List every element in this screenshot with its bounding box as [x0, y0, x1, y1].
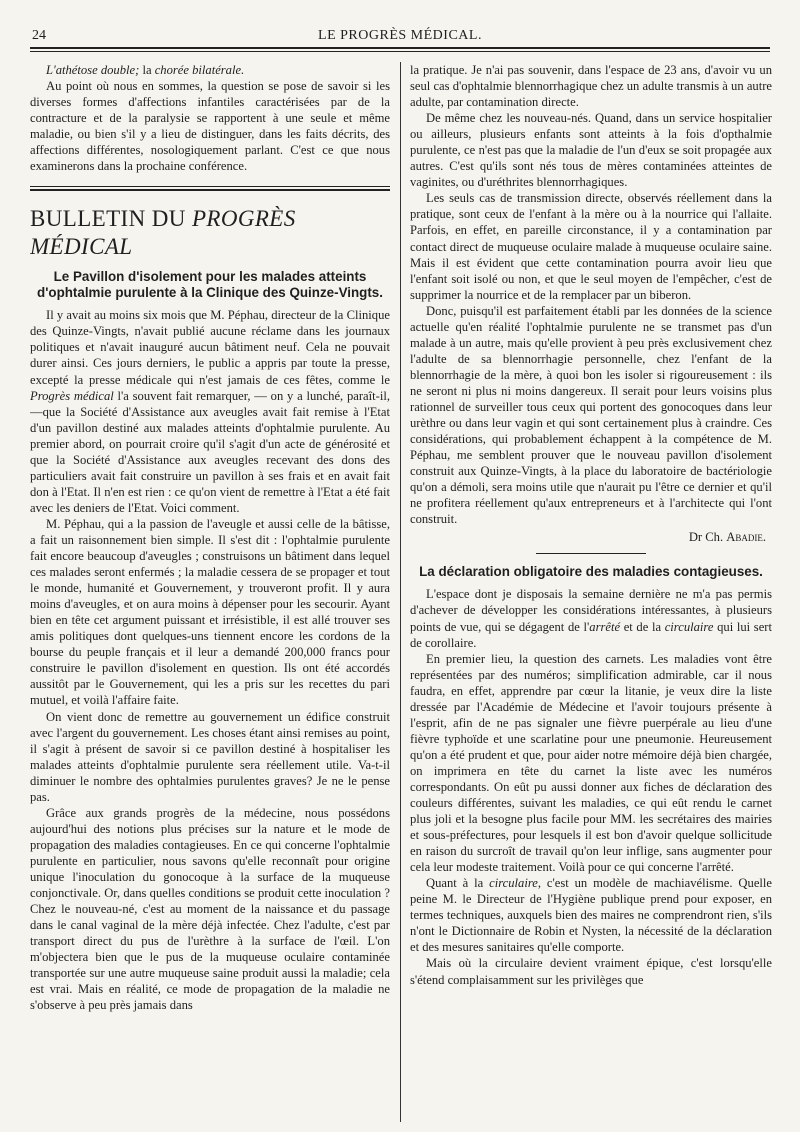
author-signature: Dr Ch. Abadie. — [688, 530, 766, 545]
article-paragraph: On vient donc de remettre au gouvernement un édifice construit avec l'argent du gouvernement. Les choses étant ainsi remises au point, il s'agit à présent de savoir si ce pavillon destiné à hospitaliser les malades atteints d'ophtalmie purulente sera réellement utile. Va-t-il diminuer le nombre des ophtalmies purulentes graves? Je ne le pense pas. — [30, 709, 390, 804]
page-header — [30, 28, 770, 48]
article-paragraph: la pratique. Je n'ai pas souvenir, dans l'espace de 23 ans, d'avoir vu un seul cas d'ophtalmie blennorrhagique chez un adulte transmis à un autre adulte, par contamination directe. — [410, 63, 772, 110]
article-paragraph: De même chez les nouveau-nés. Quand, dans un service hospitalier ou ailleurs, plusieurs enfants sont atteints à la fois d'opthalmie purulente, ce n'est pas que la maladie de l'un d'eux se soit propagée aux autres. C'est qu'ils sont nés tous de mères contaminées atteintes de vaginites, ou d'uréthrites blennorrhagiques. — [410, 111, 772, 190]
article-paragraph: En premier lieu, la question des carnets. Les maladies vont être représentées par des numéros; simplification admirable, car il nous faudra, en effet, apprendre par cœur la litanie, je veux dire la liste dressée par l'Académie de Médecine et l'avoir toujours présente à l'esprit, afin de ne pas signaler une fièvre puerpérale au lieu d'une fièvre typhoïde et une scarlatine pour une pneumonie. Heureusement qu'on a été prudent et que, pour aider notre mémoire déjà bien chargée, on imprimera en tête du carnet la liste avec les numéros correspondants. On eût pu aussi donner aux fiches de déclaration des couleurs différentes, suivant les maladies, ce qui eût rendu le carnet plus joli et la besogne plus facile pour MM. les secrétaires des mairies et sous-préfectures, pour lesquels il est bon d'avoir quelque sollicitude en raison du surcroît de travail qu'on leur inflige, sans augmenter pour cela leur modeste traitement. Voilà pour ce qui concerne l'arrêté. — [410, 651, 772, 875]
article-paragraph: L'espace dont je disposais la semaine dernière ne m'a pas permis d'achever de développer les considérations intéressantes, à plusieurs points de vue, qui se dégagent de l'arrêté et de la circulaire qui lui sert de corollaire. — [410, 587, 772, 650]
article-paragraph: Il y avait au moins six mois que M. Péphau, directeur de la Clinique des Quinze-Vingts, n'avait publié aucune réclame dans les journaux politiques et n'avait inauguré aucun bâtiment neuf. Cela ne pouvait durer ainsi. Ces jours derniers, le public a appris par toute la presse, excepté la presse médicale qui n'est jamais de ces fêtes, comme le Progrès médical l'a souvent fait remarquer, — on y a lunché, paraît-il,—que la Société d'Assistance aux aveugles avait fait remise à l'Etat d'un pavillon destiné aux malades atteints d'ophtalmie purulente. Au premier abord, on pourrait croire qu'il s'agit d'un acte de générosité et que la Société d'Assistance aux aveugles recevant des dons des particuliers avait fait construire un pavillon à ses frais et en avait fait don à l'Etat. Il n'en est rien : ce qu'on vient de remettre à l'Etat a été fait avec les deniers de l'Etat. Voici comment. — [30, 308, 390, 515]
article-paragraph: Les seuls cas de transmission directe, observés réellement dans la pratique, sont ceux de l'enfant à la mère ou à la nourrice qui l'allaite. Parfois, en effet, en pareille circonstance, il y a contamination par contact direct de muqueuse oculaire malade à muqueuse oculaire saine. Mais il est évident que cette contamination pourra avoir lieu que l'enfant soit isolé ou non, et que le seul moyen de l'empêcher, c'est de supprimer la nourrice et de la remplacer par un biberon. — [410, 191, 772, 302]
article-paragraph: Grâce aux grands progrès de la médecine, nous possédons aujourd'hui des notions plus précises sur la nature et le mode de propagation des maladies contagieuses. En ce qui concerne l'ophtalmie purulente en particulier, nous savons qu'elle reconnaît pour origine unique l'inoculation du gonocoque à la surface de la muqueuse conjonctivale. Or, dans quelles conditions se produit cette inoculation ? Chez le nouveau-né, c'est au moment de la naissance et du passage dans le canal vaginal de la mère déjà infectée. Chez l'adulte, c'est par transport direct du pus de l'urèthre à la surface de l'œil. L'on m'objectera bien que le pus de la muqueuse oculaire contaminée transportée sur une autre muqueuse saine produit aussi la maladie; cela est vrai. Mais en réalité, ce mode de propagation de la maladie ne s'observe à peu près jamais dans — [30, 805, 390, 1013]
column-divider — [400, 62, 401, 1122]
article-paragraph: Mais où la circulaire devient vraiment épique, c'est lorsqu'elle s'étend complaisamment sur les privilèges que — [410, 956, 772, 987]
intro-heading: L'athétose double; la chorée bilatérale. — [46, 63, 245, 77]
page-number: 24 — [32, 28, 46, 43]
article-paragraph: Quant à la circulaire, c'est un modèle de machiavélisme. Quelle peine M. le Directeur de l'Hygiène publique prend pour exposer, en termes techniques, auxquels bien des maires ne comprendront rien, s'ils n'ont le Dictionnaire de Robin et Nysten, la nécessité de la déclaration et des mesures sanitaires qu'elle comporte. — [410, 876, 772, 955]
bulletin-title: BULLETIN DU PROGRÈS MÉDICAL — [30, 206, 296, 260]
left-column — [30, 62, 390, 1122]
intro-paragraph: Au point où nous en sommes, la question se pose de savoir si les diverses formes d'affections infantiles caractérisées par de la contracture et de la paralysie se rapportent à une seule et même maladie, ou bien s'il y a lieu de distinguer, dans les faits décrits, des affections différentes, nosologiquement parlant. C'est ce que nous examinerons dans la prochaine conférence. — [30, 79, 390, 174]
article-title-declaration: La déclaration obligatoire des maladies contagieuses. — [419, 564, 763, 580]
section-rule — [30, 186, 390, 191]
article-separator — [536, 553, 646, 554]
article-paragraph: M. Péphau, qui a la passion de l'aveugle et aussi celle de la bâtisse, a fait un raisonnement bien simple. Il s'est dit : l'ophtalmie purulente fait encore beaucoup d'aveugles ; construisons un bâtiment dans lequel ces malades seront enfermés ; la maladie cessera de se propager et tout le monde, humanité et Gouvernement, y trouveront profit. Il y aura moins d'aveugles, et on aura moins à dépenser pour les secourir. Ayant bien en tête cet argument puissant et irrésistible, il est allé trouver ses amis politiques dont quelques-uns tiennent encore les cordons de la bourse du peuple français et il leur a demandé 200,000 francs pour construire le pavillon d'isolement en question. Ils ont été accordés aussitôt par le Gouvernement, qui les a pris sur les recettes du pari mutuel, et voilà l'affaire faite. — [30, 516, 390, 708]
right-column — [410, 62, 772, 1122]
journal-title: LE PROGRÈS MÉDICAL. — [318, 28, 482, 43]
header-rule — [30, 47, 770, 52]
article-paragraph: Donc, puisqu'il est parfaitement établi par les données de la science actuelle qu'en réalité l'ophtalmie purulente ne se transmet pas d'un malade à un autre, mais qu'elle provient à peu près exclusivement chez l'adulte de sa blennorrhagie personnelle, chez l'enfant de la blennorrhagie de la mère, à quoi bon les isoler si rigoureusement : ils ne seront ni plus ni moins dangereux. Il serait pour leurs voisins plus rationnel de surveiller tous ceux qui portent des gonocoques dans leur urèthre ou dans leur vagin et qui sont certainement plus à craindre. Ces considérations, qui probablement échappent à la compétence de M. Péphau, me semblent prouver que le nouveau pavillon d'isolement construit aux Quinze-Vingts, à la place du laboratoire de bactériologie qu'on a démoli, sera moins utile que n'aurait pu l'être ce dernier et qu'il ne profitera réellement qu'aux entrepreneurs et à l'architecte qui l'ont construit. — [410, 303, 772, 527]
article-title-pavillon: Le Pavillon d'isolement pour les malades atteints d'ophtalmie purulente à la Clinique des Quinze-Vingts. — [37, 269, 383, 301]
